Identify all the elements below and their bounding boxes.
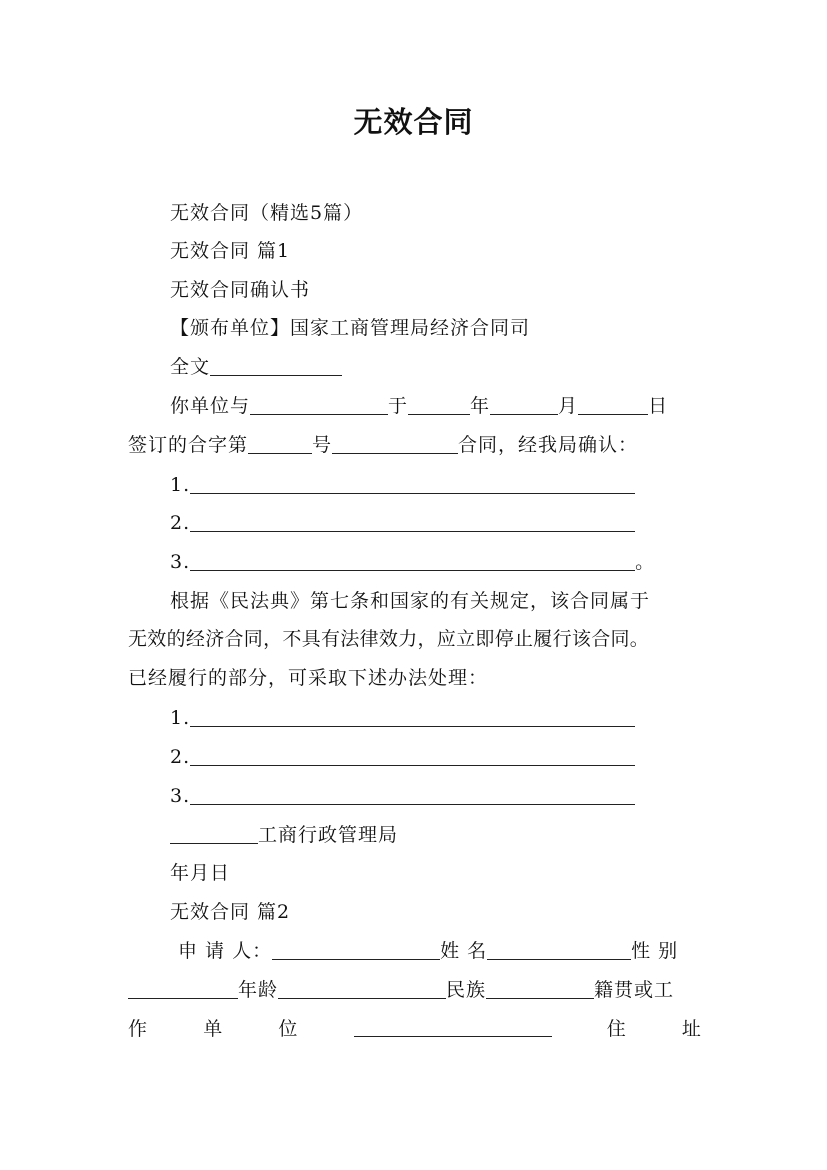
blank-line <box>578 394 648 415</box>
contract-number-line: 签订的合字第 号 合同，经我局确认： <box>128 434 639 456</box>
confirmation-heading: 无效合同确认书 <box>170 279 311 301</box>
document-title: 无效合同 <box>353 105 474 139</box>
applicant-line: 申 请 人： 姓 名 性 别 <box>178 940 679 962</box>
handling-item-3: 3. <box>170 783 744 809</box>
blank-line <box>190 706 635 727</box>
bureau-signature: 工商行政管理局 <box>170 822 744 848</box>
blank-line <box>170 823 258 844</box>
applicant-details-line: 年龄 民族 籍贯或工 <box>128 977 702 1003</box>
blank-line <box>210 355 342 376</box>
paragraph-line-1: 根据《民法典》第七条和国家的有关规定，该合同属于 <box>170 590 651 612</box>
issuing-unit: 【颁布单位】国家工商管理局经济合同司 <box>170 317 531 339</box>
blank-line <box>190 784 635 805</box>
blank-line <box>128 978 238 999</box>
item-1: 1. <box>170 472 744 498</box>
paragraph-line-3: 已经履行的部分，可采取下述办法处理： <box>128 667 489 689</box>
blank-line <box>190 745 635 766</box>
section-heading-1: 无效合同 篇1 <box>170 240 291 262</box>
handling-item-2: 2. <box>170 744 744 770</box>
handling-item-1: 1. <box>170 705 744 731</box>
section-heading-2: 无效合同 篇2 <box>170 901 291 923</box>
item-2: 2. <box>170 510 744 536</box>
subtitle-line: 无效合同（精选5篇） <box>170 202 364 224</box>
item-3: 3. 。 <box>170 551 656 573</box>
blank-line <box>278 978 446 999</box>
blank-line <box>490 394 558 415</box>
blank-line <box>190 511 635 532</box>
workplace-line: 作 单 位 住 址 <box>128 1018 702 1040</box>
blank-line <box>487 939 631 960</box>
blank-line <box>408 394 470 415</box>
full-text-line: 全文 <box>170 354 744 380</box>
date-line: 年月日 <box>170 862 231 884</box>
blank-line <box>190 473 635 494</box>
blank-line <box>486 978 594 999</box>
blank-line <box>250 394 388 415</box>
contract-parties-line: 你单位与 于 年 月 日 <box>170 395 669 417</box>
blank-line <box>190 550 635 571</box>
blank-line <box>332 433 458 454</box>
blank-line <box>248 433 312 454</box>
blank-line <box>272 939 440 960</box>
paragraph-line-2: 无效的经济合同，不具有法律效力，应立即停止履行该合同。 <box>128 628 650 650</box>
blank-line <box>354 1016 552 1037</box>
